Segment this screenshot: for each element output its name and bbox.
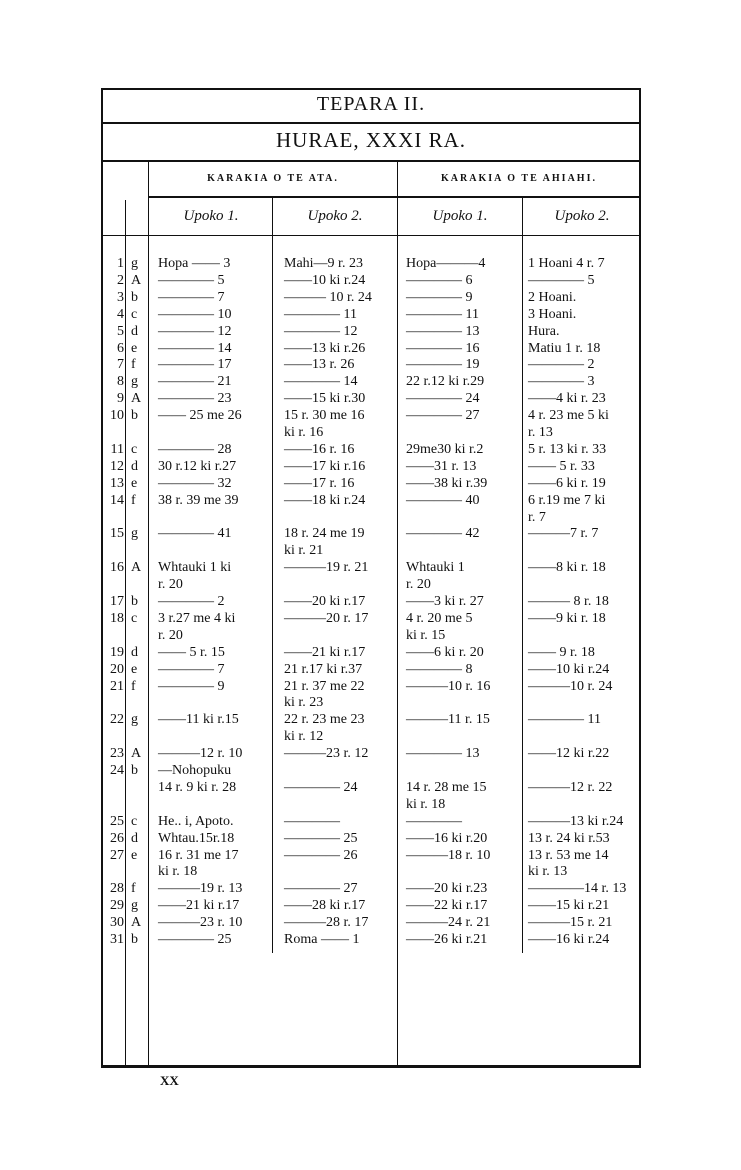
morning-lesson-1: Whtau.15r.18 [158,830,235,846]
morning-lesson-1: —— 5 r. 15 [158,644,225,660]
day-number: 11 [110,441,124,457]
evening-chapter2-heading: Upoko 2. [554,208,610,224]
evening-lesson-2: ———— 3 [528,374,595,390]
evening-lesson-1: 4 r. 20 me 5 [406,610,473,626]
top-rule [101,88,641,90]
day-number: 29 [110,898,124,914]
day-number: 19 [110,644,124,660]
morning-lesson-2: 21 r. 37 me 22 [284,678,365,694]
evening-lesson-1: ———— 42 [406,526,480,542]
morning-lesson-1: —— 25 me 26 [158,408,242,424]
subtitle-rule [101,160,641,162]
table-row [0,931,741,948]
evening-lesson-1: ——26 ki r.21 [406,932,488,947]
morning-lesson-2: ——18 ki r.24 [284,492,366,508]
evening-lesson-1: ———— 13 [406,746,480,762]
evening-lesson-2: Hura. [528,323,560,339]
table-row [0,272,741,289]
dominical-letter: c [131,441,138,457]
evening-lesson-2: ——12 ki r.22 [528,746,610,762]
day-number: 7 [117,357,124,373]
morning-lesson-2: 21 r.17 ki r.37 [284,661,363,677]
table-row [0,694,741,711]
table-row [0,441,741,458]
morning-lesson-2: ——17 ki r.16 [284,458,366,474]
evening-lesson-2: 4 r. 23 me 5 ki [528,408,609,424]
table-row [0,711,741,728]
morning-lesson-2: ———19 r. 21 [284,560,369,576]
table-row [0,610,741,627]
table-row [0,458,741,475]
evening-lesson-1: ———— 27 [406,408,480,424]
evening-lesson-2: ——8 ki r. 18 [528,560,606,576]
table-row [0,407,741,424]
dominical-letter: c [131,813,138,829]
evening-lesson-2: ——4 ki r. 23 [528,391,606,407]
morning-prayer-heading: KARAKIA O TE ATA. [207,173,339,184]
table-row [0,323,741,340]
dominical-letter: d [131,644,138,660]
morning-lesson-2: ——10 ki r.24 [284,272,366,288]
morning-chapter1-heading: Upoko 1. [183,208,239,224]
evening-lesson-1: Whtauki 1 [406,560,465,576]
morning-lesson-1: ———— 25 [158,932,232,947]
evening-lesson-1: ——6 ki r. 20 [406,644,484,660]
dominical-letter: g [131,256,138,271]
morning-lesson-1: ———12 r. 10 [158,746,243,762]
header-rule [101,235,641,236]
dominical-letter: b [131,408,138,424]
day-number: 10 [110,408,124,424]
evening-lesson-1: 29me30 ki r.2 [406,441,484,457]
dominical-letter: f [131,678,136,694]
evening-lesson-2: ———— 5 [528,272,595,288]
evening-lesson-1: ——38 ki r.39 [406,475,488,491]
dominical-letter: e [131,475,138,491]
evening-lesson-2: ———— 2 [528,357,595,373]
table-row [0,542,741,559]
day-number: 8 [117,374,124,390]
evening-lesson-2: —— 5 r. 33 [528,458,595,474]
table-row [0,559,741,576]
dominical-letter: d [131,830,138,846]
table-row [0,627,741,644]
evening-lesson-2: 6 r.19 me 7 ki [528,492,606,508]
evening-lesson-1: ——16 ki r.20 [406,830,488,846]
evening-lesson-2: ————14 r. 13 [528,881,627,897]
morning-lesson-1: Hopa —— 3 [158,256,231,271]
morning-chapter2-heading: Upoko 2. [307,208,363,224]
table-row [0,525,741,542]
morning-lesson-1: ——21 ki r.17 [158,898,240,914]
morning-lesson-2: ——13 r. 26 [284,357,355,373]
dominical-letter: d [131,458,138,474]
evening-lesson-2: ——— 8 r. 18 [528,594,609,609]
morning-lesson-2: Roma —— 1 [284,932,360,947]
table-row [0,661,741,678]
evening-lesson-2: ——6 ki r. 19 [528,475,606,491]
morning-lesson-2: ———20 r. 17 [284,610,369,626]
morning-lesson-1: Whtauki 1 ki [158,560,232,576]
day-number: 12 [110,458,124,474]
dominical-letter: g [131,712,138,728]
table-row [0,762,741,779]
dominical-letter: b [131,594,138,609]
evening-lesson-2: 3 Hoani. [528,306,577,322]
morning-lesson-2: ———— 24 [284,779,358,795]
morning-lesson-2: 15 r. 30 me 16 [284,408,365,424]
dominical-letter: e [131,661,138,677]
morning-lesson-1: 30 r.12 ki r.27 [158,458,237,474]
table-row [0,373,741,390]
morning-lesson-1: ———— 17 [158,357,232,373]
table-row [0,897,741,914]
evening-lesson-2: ———15 r. 21 [528,915,613,931]
evening-lesson-2: r. 13 [528,425,553,440]
morning-lesson-1: ———— 10 [158,306,232,322]
dominical-letter: A [131,391,142,407]
day-number: 25 [110,813,124,829]
page-number: XX [160,1073,179,1088]
evening-lesson-2: —— 9 r. 18 [528,644,595,660]
morning-lesson-1: ———— 41 [158,526,232,542]
day-number: 16 [110,560,124,576]
evening-lesson-1: 14 r. 28 me 15 [406,779,487,795]
table-row [0,306,741,323]
dominical-letter: A [131,272,142,288]
morning-lesson-1: ———— 2 [158,594,225,609]
morning-lesson-2: ki r. 12 [284,729,324,745]
table-row [0,576,741,593]
dominical-letter: A [131,560,142,576]
dominical-letter: d [131,323,138,339]
morning-lesson-1: r. 20 [158,627,183,643]
morning-lesson-1: r. 20 [158,577,183,593]
evening-lesson-1: ———— 9 [406,289,473,305]
table-row [0,255,741,272]
day-number: 15 [110,526,124,542]
evening-lesson-1: ———— 6 [406,272,473,288]
table-row [0,863,741,880]
day-number: 23 [110,746,124,762]
morning-lesson-1: ———— 12 [158,323,232,339]
morning-lesson-1: ———— 14 [158,340,232,356]
evening-lesson-2: ki r. 13 [528,864,568,880]
table-row [0,356,741,373]
day-number: 17 [110,594,124,609]
morning-lesson-2: ki r. 23 [284,695,324,711]
morning-lesson-2: 18 r. 24 me 19 [284,526,365,542]
morning-lesson-2: ki r. 21 [284,543,324,559]
morning-lesson-1: ——11 ki r.15 [158,712,239,728]
dominical-letter: c [131,610,138,626]
morning-lesson-2: ———— 14 [284,374,358,390]
table-row [0,880,741,897]
day-number: 18 [110,610,124,626]
evening-lesson-1: ———11 r. 15 [406,712,490,728]
morning-lesson-1: He.. i, Apoto. [158,813,234,829]
morning-lesson-1: ———— 21 [158,374,232,390]
table-row [0,728,741,745]
evening-lesson-1: ki r. 18 [406,796,446,812]
morning-lesson-1: ———19 r. 13 [158,881,243,897]
morning-lesson-1: ———— 5 [158,272,225,288]
table-row [0,390,741,407]
dominical-letter: c [131,306,138,322]
dominical-letter: e [131,340,138,356]
table-row [0,644,741,661]
table-row [0,796,741,813]
table-row [0,813,741,830]
day-number: 13 [110,475,124,491]
morning-lesson-1: 3 r.27 me 4 ki [158,610,236,626]
morning-lesson-1: 16 r. 31 me 17 [158,847,239,863]
morning-lesson-1: ki r. 18 [158,864,198,880]
day-number: 24 [110,763,124,778]
morning-lesson-2: ——28 ki r.17 [284,898,366,914]
day-number: 5 [117,323,124,339]
morning-lesson-1: 38 r. 39 me 39 [158,492,239,508]
evening-lesson-1: ———— 11 [406,306,479,322]
dominical-letter: e [131,847,138,863]
morning-lesson-1: ———— 9 [158,678,225,694]
morning-lesson-2: ———— 11 [284,306,357,322]
morning-lesson-1: ———— 23 [158,391,232,407]
morning-lesson-1: ———— 7 [158,289,225,305]
morning-lesson-1: ———23 r. 10 [158,915,243,931]
title-rule [101,122,641,124]
morning-lesson-2: ———23 r. 12 [284,746,369,762]
evening-lesson-1: ———— [406,813,462,829]
evening-lesson-1: r. 20 [406,577,431,593]
evening-lesson-2: ———12 r. 22 [528,779,613,795]
table-row [0,424,741,441]
evening-lesson-2: ——10 ki r.24 [528,661,610,677]
evening-lesson-2: 13 r. 24 ki r.53 [528,830,610,846]
evening-lesson-1: ———10 r. 16 [406,678,491,694]
evening-lesson-2: 1 Hoani 4 r. 7 [528,256,605,271]
morning-lesson-2: 22 r. 23 me 23 [284,712,365,728]
dominical-letter: g [131,526,138,542]
evening-chapter1-heading: Upoko 1. [432,208,488,224]
morning-lesson-2: ——15 ki r.30 [284,391,366,407]
table-row [0,289,741,306]
morning-lesson-2: ——13 ki r.26 [284,340,366,356]
section-rule [148,196,641,198]
evening-lesson-1: ———— 40 [406,492,480,508]
day-number: 14 [110,492,124,508]
evening-lesson-1: ——20 ki r.23 [406,881,488,897]
evening-lesson-2: ——16 ki r.24 [528,932,610,947]
dominical-letter: f [131,357,136,373]
evening-lesson-2: ———7 r. 7 [528,526,599,542]
table-row [0,678,741,695]
morning-lesson-2: ———28 r. 17 [284,915,369,931]
morning-lesson-2: ——16 r. 16 [284,441,355,457]
morning-lesson-1: —Nohopuku [158,763,232,778]
morning-lesson-2: ———— 27 [284,881,358,897]
dominical-letter: b [131,289,138,305]
evening-lesson-1: ———24 r. 21 [406,915,491,931]
evening-lesson-1: ki r. 15 [406,627,446,643]
dominical-letter: f [131,492,136,508]
evening-lesson-2: ———10 r. 24 [528,678,613,694]
morning-lesson-2: ———— 12 [284,323,358,339]
evening-lesson-1: ———— 19 [406,357,480,373]
morning-lesson-2: ———— 25 [284,830,358,846]
dominical-letter: A [131,746,142,762]
table-row [0,830,741,847]
day-number: 2 [117,272,124,288]
morning-lesson-1: ———— 32 [158,475,232,491]
evening-lesson-2: 13 r. 53 me 14 [528,847,609,863]
evening-lesson-2: r. 7 [528,509,546,525]
morning-lesson-2: ——20 ki r.17 [284,594,366,609]
table-row [0,745,741,762]
morning-lesson-2: ——21 ki r.17 [284,644,366,660]
day-number: 20 [110,661,124,677]
dominical-letter: b [131,763,138,778]
day-number: 28 [110,881,124,897]
morning-lesson-2: ———— [284,813,340,829]
evening-lesson-1: ———— 24 [406,391,480,407]
evening-lesson-1: ———— 8 [406,661,473,677]
evening-lesson-2: 5 r. 13 ki r. 33 [528,441,607,457]
evening-lesson-1: ———— 16 [406,340,480,356]
table-row [0,593,741,610]
evening-lesson-1: ——31 r. 13 [406,458,477,474]
evening-lesson-2: ——9 ki r. 18 [528,610,606,626]
evening-lesson-1: ——22 ki r.17 [406,898,488,914]
day-number: 1 [117,256,124,271]
evening-lesson-1: 22 r.12 ki r.29 [406,374,485,390]
day-number: 21 [110,678,124,694]
day-number: 22 [110,712,124,728]
day-number: 31 [110,932,124,947]
morning-lesson-1: ———— 28 [158,441,232,457]
day-number: 27 [110,847,124,863]
evening-lesson-2: ———13 ki r.24 [528,813,624,829]
evening-prayer-heading: KARAKIA O TE AHIAHI. [441,173,597,184]
morning-lesson-2: Mahi—9 r. 23 [284,256,363,271]
dominical-letter: b [131,932,138,947]
evening-lesson-2: Matiu 1 r. 18 [528,340,601,356]
morning-lesson-2: ———— 26 [284,847,358,863]
morning-lesson-2: ——17 r. 16 [284,475,355,491]
evening-lesson-1: ———18 r. 10 [406,847,491,863]
table-row [0,509,741,526]
day-number: 4 [117,306,124,322]
morning-lesson-2: ——— 10 r. 24 [284,289,372,305]
month-title: HURAE, XXXI RA. [276,128,466,152]
evening-lesson-1: ———— 13 [406,323,480,339]
day-number: 9 [117,391,124,407]
evening-lesson-1: Hopa———4 [406,256,486,271]
evening-lesson-2: 2 Hoani. [528,289,577,305]
table-row [0,779,741,796]
day-number: 30 [110,915,124,931]
morning-lesson-2: ki r. 16 [284,425,324,440]
evening-lesson-2: ——15 ki r.21 [528,898,610,914]
dominical-letter: f [131,881,136,897]
evening-lesson-1: ——3 ki r. 27 [406,594,484,609]
dominical-letter: g [131,374,138,390]
evening-lesson-2: ———— 11 [528,712,601,728]
table-row [0,340,741,357]
morning-lesson-1: 14 r. 9 ki r. 28 [158,779,237,795]
table-row [0,475,741,492]
table-row [0,492,741,509]
morning-lesson-1: ———— 7 [158,661,225,677]
dominical-letter: A [131,915,142,931]
day-number: 6 [117,340,124,356]
dominical-letter: g [131,898,138,914]
table-row [0,847,741,864]
day-number: 26 [110,830,124,846]
page-title: TEPARA II. [316,93,426,115]
day-number: 3 [117,289,124,305]
table-row [0,914,741,931]
